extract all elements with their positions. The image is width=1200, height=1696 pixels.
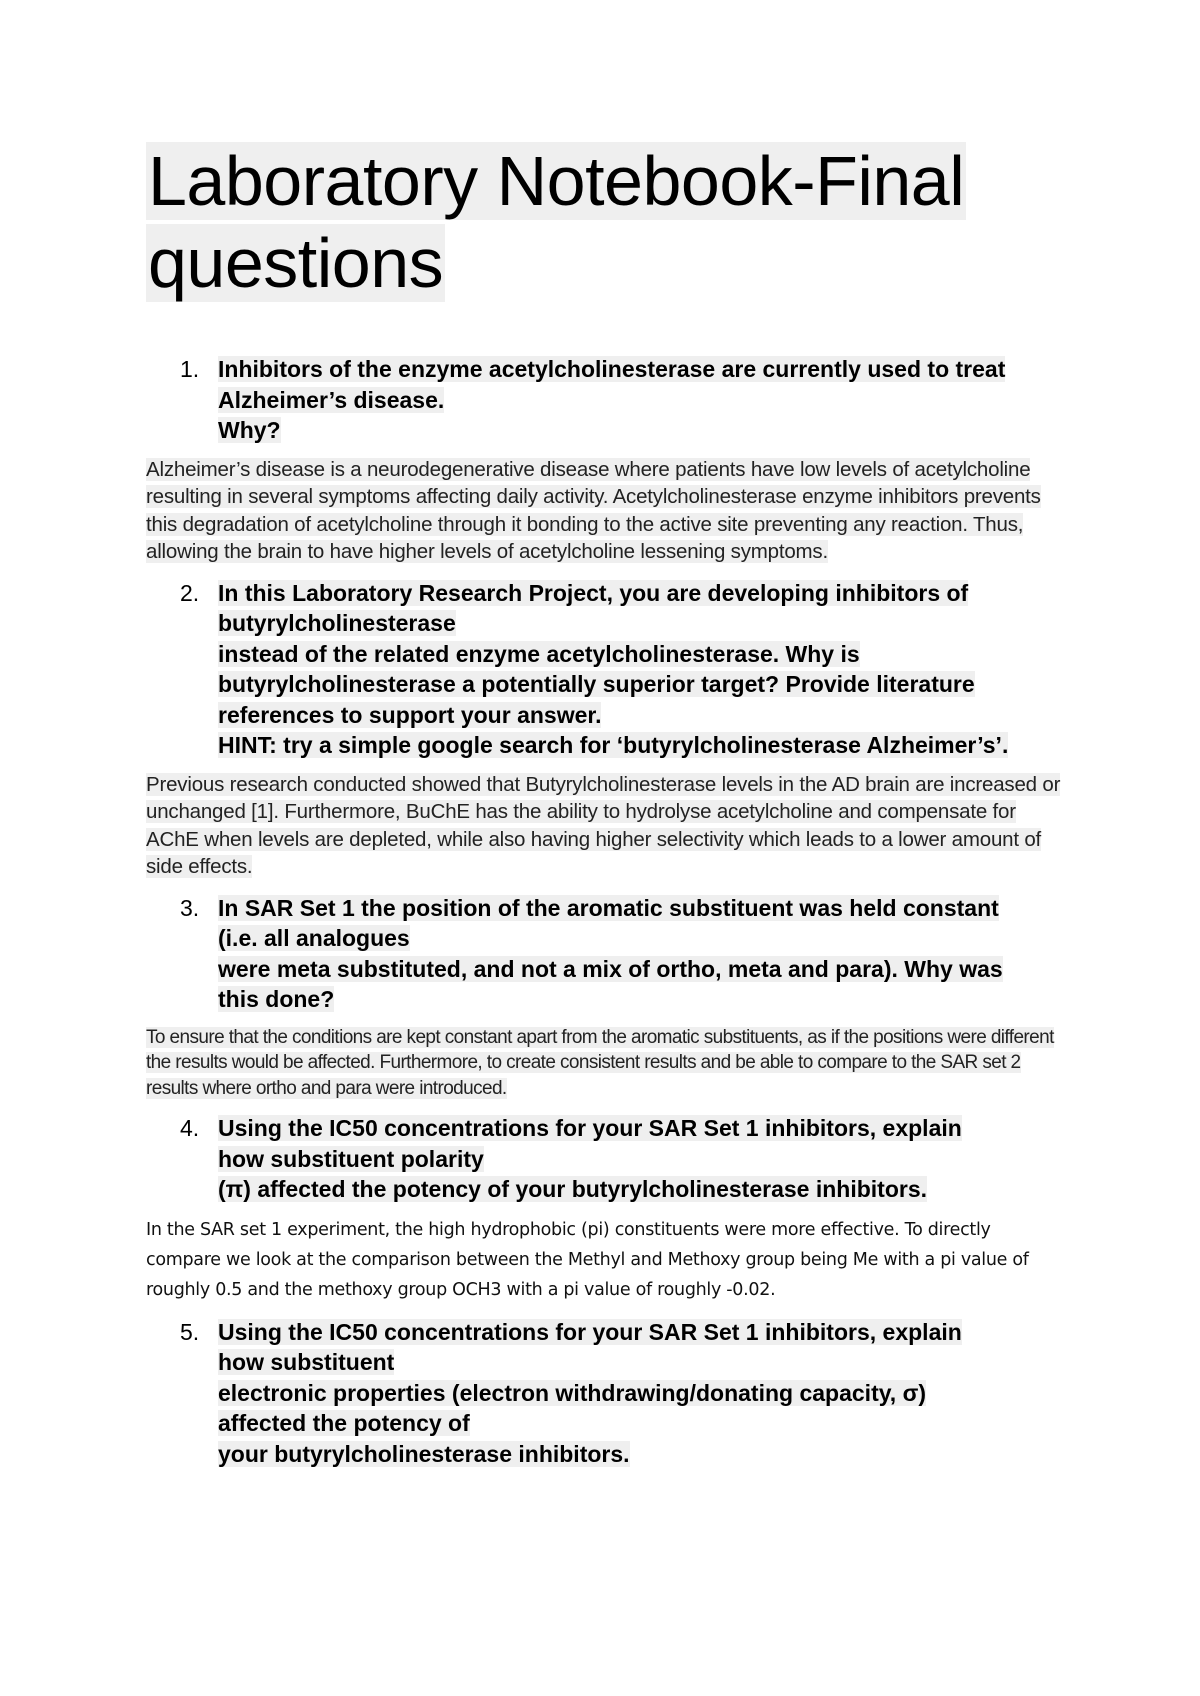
document-page bbox=[146, 140, 1066, 1479]
question-line: Alzheimer’s disease. bbox=[218, 386, 445, 413]
question-line: how substituent polarity bbox=[218, 1145, 484, 1172]
question-number: 2. bbox=[180, 579, 200, 606]
question-line: electronic properties (electron withdrawing/donating capacity, σ) bbox=[218, 1379, 926, 1406]
answer-3: To ensure that the conditions are kept constant apart from the aromatic substituents, as if the positions were different the results would be affected. Furthermore, to create consistent results and be able to compare to the SAR set 2 results where ortho and para were introduced. bbox=[146, 1026, 1054, 1099]
question-line: were meta substituted, and not a mix of ortho, meta and para). Why was bbox=[218, 955, 1003, 982]
document-title: Laboratory Notebook-Final questions bbox=[148, 142, 965, 302]
question-line: your butyrylcholinesterase inhibitors. bbox=[218, 1440, 630, 1467]
question-line: (π) affected the potency of your butyrylcholinesterase inhibitors. bbox=[218, 1176, 928, 1202]
question-4 bbox=[146, 1113, 1066, 1205]
question-number: 4. bbox=[180, 1115, 200, 1141]
question-number: 1. bbox=[180, 356, 200, 382]
question-number: 3. bbox=[180, 894, 200, 921]
question-line: butyrylcholinesterase bbox=[218, 610, 456, 636]
question-line: how substituent bbox=[218, 1349, 395, 1375]
question-line: In this Laboratory Research Project, you are developing inhibitors of bbox=[218, 579, 969, 606]
question-2 bbox=[146, 578, 1066, 761]
question-line: (i.e. all analogues bbox=[218, 925, 410, 951]
answer-1: Alzheimer’s disease is a neurodegenerative disease where patients have low levels of acetylcholine resulting in several symptoms affecting daily activity. Acetylcholinesterase enzyme inhibitors prevents this degradation of acetylcholine through it bonding to the active site preventing any reaction. Thus, allowing the brain to have higher levels of acetylcholine lessening symptoms. bbox=[146, 457, 1041, 563]
question-line: instead of the related enzyme acetylcholinesterase. Why is bbox=[218, 640, 860, 667]
question-line: Using the IC50 concentrations for your SAR Set 1 inhibitors, explain bbox=[218, 1115, 962, 1141]
question-line: butyrylcholinesterase a potentially superior target? Provide literature bbox=[218, 671, 975, 697]
question-line: HINT: try a simple google search for ‘butyrylcholinesterase Alzheimer’s’. bbox=[218, 732, 1009, 758]
question-line: references to support your answer. bbox=[218, 701, 602, 728]
question-line: affected the potency of bbox=[218, 1410, 470, 1436]
answer-4: In the SAR set 1 experiment, the high hydrophobic (pi) constituents were more effective. To directly compare we look at the comparison between the Methyl and Methoxy group being Me with a pi value of roughly 0.5 and the methoxy group OCH3 with a pi value of roughly -0.02. bbox=[146, 1219, 1029, 1300]
question-number: 5. bbox=[180, 1318, 200, 1345]
question-3 bbox=[146, 893, 1066, 1015]
question-line: Why? bbox=[218, 417, 281, 443]
question-5 bbox=[146, 1317, 1066, 1470]
question-1 bbox=[146, 354, 1066, 446]
question-line: Using the IC50 concentrations for your SAR Set 1 inhibitors, explain bbox=[218, 1318, 962, 1345]
question-line: this done? bbox=[218, 986, 335, 1012]
answer-2: Previous research conducted showed that Butyrylcholinesterase levels in the AD brain are increased or unchanged [1]. Furthermore, BuChE has the ability to hydrolyse acetylcholine and compensate for AChE when levels are depleted, while also having higher selectivity which leads to a lower amount of side effects. bbox=[146, 772, 1061, 878]
question-line: In SAR Set 1 the position of the aromatic substituent was held constant bbox=[218, 894, 999, 921]
question-line: Inhibitors of the enzyme acetylcholinesterase are currently used to treat bbox=[218, 356, 1006, 382]
